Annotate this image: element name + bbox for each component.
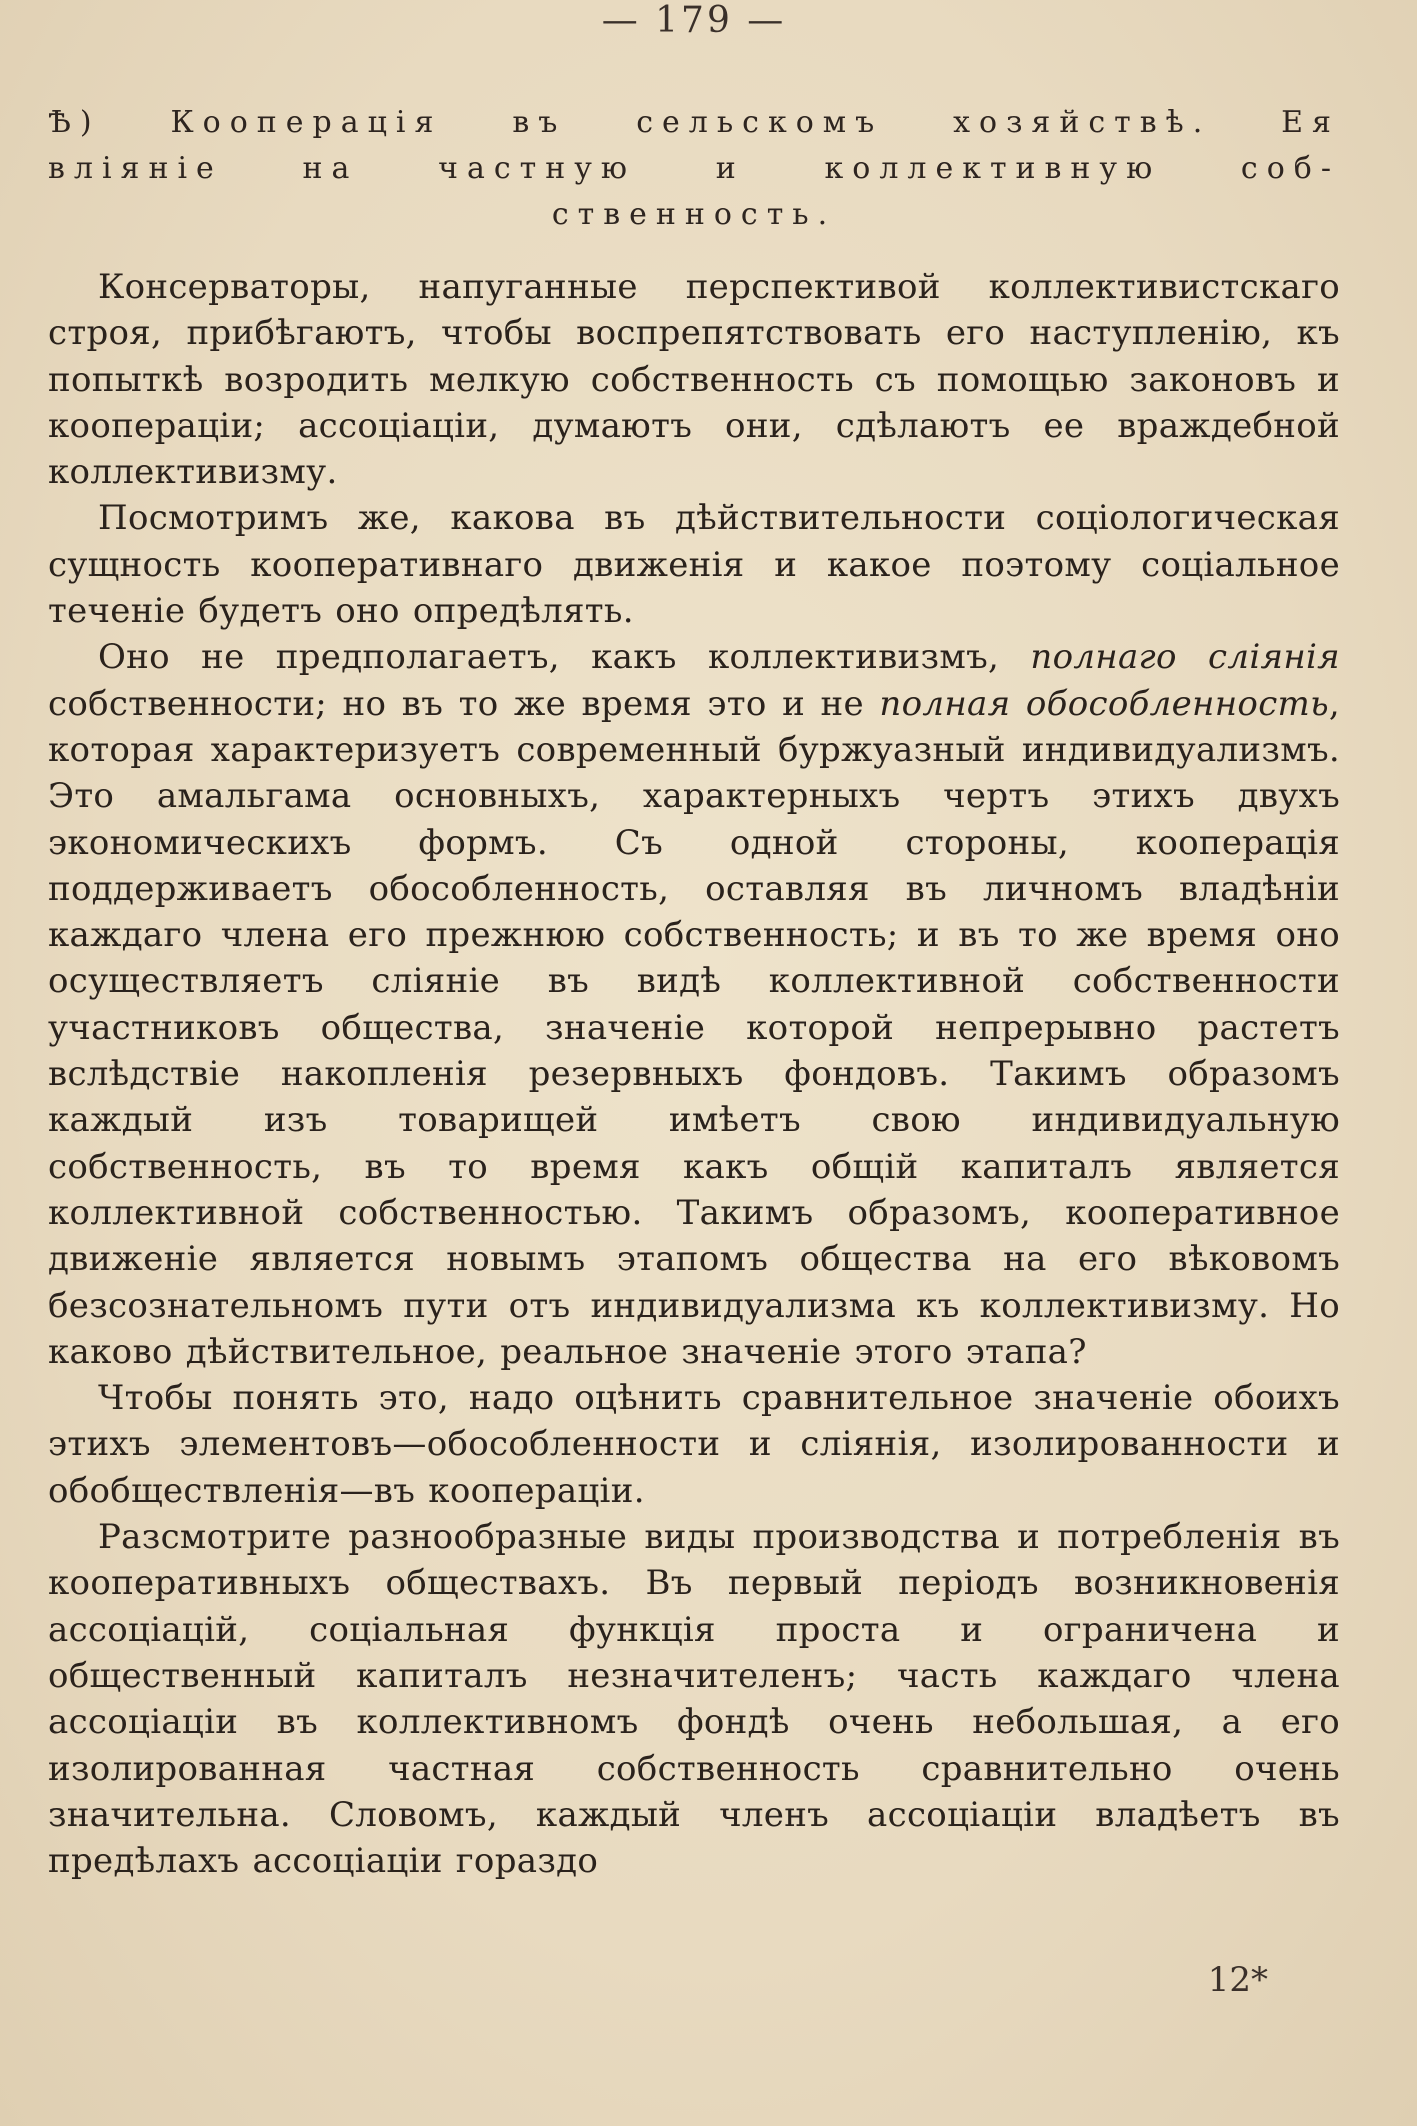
heading-line-1: Ѣ) Коопeрація въ сельскомъ хозяйствѣ. Ея <box>48 105 1340 140</box>
book-page <box>48 0 1340 2126</box>
paragraph-1: Консерваторы, напуганные перспективой коллективистскаго строя, прибѣгаютъ, чтобы воспрепятствовать его наступленію, къ попыткѣ возродить мелкую собственность съ помощью законовъ и коопераціи; ассоціаціи, думаютъ они, сдѣлаютъ ее враждебной коллективизму. <box>48 267 1340 493</box>
paragraph-2: Посмотримъ же, какова въ дѣйствительности соціологическая сущность кооперативнаго движенія и какое поэтому соціальное теченіе будетъ оно опредѣлять. <box>48 498 1340 632</box>
section-heading <box>48 100 1340 238</box>
paragraph-3-italic-2: полная обособленность <box>879 683 1329 724</box>
paragraph-3 <box>48 634 1340 1375</box>
heading-line-2: вліяніе на частную и коллективную соб- <box>48 151 1340 186</box>
heading-line-3: ственность. <box>551 197 837 232</box>
paragraph-3-part-2: собственности; но въ то же время это и не <box>48 683 880 724</box>
paragraph-5: Разсмотрите разнообразные виды производства и потребленія въ кооперативныхъ обществахъ. Въ первый періодъ возникновенія ассоціацій, соціальная функція проста и ограничена и общественный капиталъ незначителенъ; часть каждаго члена ассоціаціи въ коллективномъ фондѣ очень небольшая, а его изолированная частная собственность сравнительно очень значительна. Словомъ, каждый членъ ассоціаціи владѣетъ въ предѣлахъ ассоціаціи гораздо <box>48 1517 1340 1882</box>
body-text <box>48 264 1340 1884</box>
page-number: — 179 — <box>601 0 787 41</box>
paragraph-3-italic-1: полнаго слiянія <box>1030 637 1340 678</box>
paragraph-4: Чтобы понять это, надо оцѣнить сравнительное значеніе обоихъ этихъ элементовъ—обособленности и сліянія, изолированности и обобществленія—въ коопераціи. <box>48 1378 1340 1511</box>
paragraph-3-part-1: Оно не предполагаетъ, какъ коллективизмъ, <box>98 637 1031 678</box>
paragraph-3-part-3: , которая характеризуетъ современный буржуазный индивидуализмъ. Это амальгама основныхъ, характерныхъ чертъ этихъ двухъ экономическихъ формъ. Съ одной стороны, кооперація поддерживаетъ обособленность, оставляя въ личномъ владѣніи каждаго члена его прежнюю собственность; и въ то же время оно осуществляетъ сліяніе въ видѣ коллективной собственности участниковъ общества, значеніе которой непрерывно растетъ вслѣдствіе накопленія резервныхъ фондовъ. Такимъ образомъ каждый изъ товарищей имѣетъ свою индивидуальную собственность, въ то время какъ общій капиталъ является коллективной собственностью. Такимъ образомъ, кооперативное движеніе является новымъ этапомъ общества на его вѣковомъ безсознательномъ пути отъ индивидуализма къ коллективизму. Но каково дѣйствительное, реальное значеніе этого этапа? <box>48 683 1340 1372</box>
signature-mark: 12* <box>1207 1960 1268 2000</box>
